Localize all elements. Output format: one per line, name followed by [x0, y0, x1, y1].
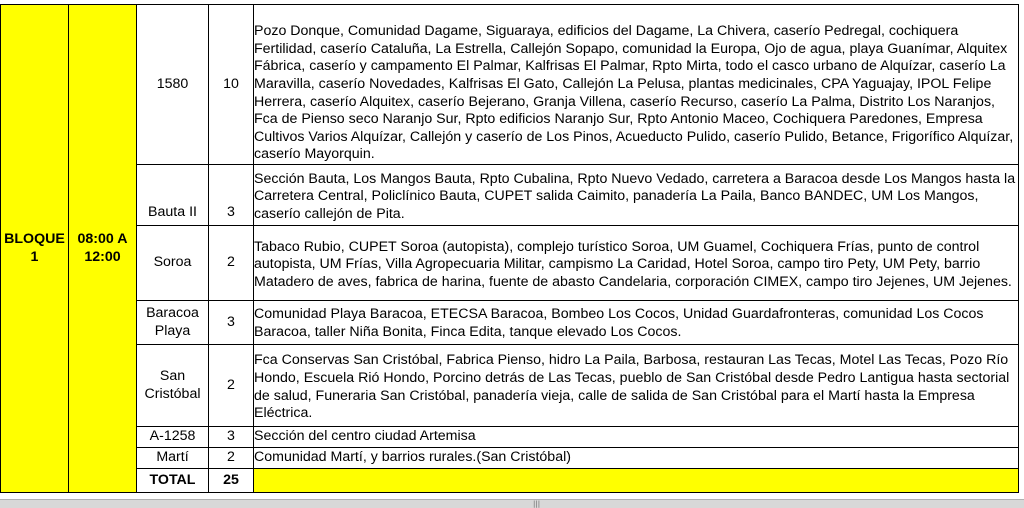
table-row	[1, 226, 1019, 301]
table-row	[1, 448, 1019, 469]
table-row	[1, 345, 1019, 427]
circuit-name: San Cristóbal	[137, 345, 209, 427]
circuit-areas: Tabaco Rubio, CUPET Soroa (autopista), complejo turístico Soroa, UM Guamel, Cochiquera Frías, punto de control autopista, UM Frías, Villa Agropecuaria Militar, campismo La Caridad, Hotel Soroa, campo tiro Pety, UM Pety, barrio Matadero de aves, fabrica de harina, fuente de abasto Candelaria, corporación CIMEX, campo tiro Jejenes, UM Jejenes.	[254, 226, 1019, 301]
circuit-name: Baracoa Playa	[137, 301, 209, 345]
total-fill	[254, 469, 1019, 493]
total-label: TOTAL	[137, 469, 209, 493]
circuit-areas: Comunidad Playa Baracoa, ETECSA Baracoa, Bombeo Los Cocos, Unidad Guardafronteras, comunidad Los Cocos Baracoa, taller Niña Bonita, Finca Edita, tanque elevado Los Cocos.	[254, 301, 1019, 345]
circuit-name: A-1258	[137, 427, 209, 448]
circuit-name: Bauta II	[137, 165, 209, 226]
circuit-name: 1580	[137, 5, 209, 165]
block-hours: 08:00 A 12:00	[69, 5, 137, 493]
circuit-areas: Fca Conservas San Cristóbal, Fabrica Pienso, hidro La Paila, Barbosa, restauran Las Tecas, Motel Las Tecas, Pozo Río Hondo, Escuela Rió Hondo, Porcino detrás de Las Tecas, pueblo de San Cristóbal desde Pedro Lantigua hasta sectorial de salud, Funeraria San Cristóbal, panadería vieja, calle de salida de San Cristóbal para el Martí hasta la Empresa Eléctrica.	[254, 345, 1019, 427]
circuit-count: 3	[209, 165, 254, 226]
table-row	[1, 165, 1019, 226]
circuit-count: 10	[209, 5, 254, 165]
table-row	[1, 301, 1019, 345]
circuit-count: 2	[209, 345, 254, 427]
table-row	[1, 5, 1019, 165]
circuit-count: 2	[209, 448, 254, 469]
circuit-name: Soroa	[137, 226, 209, 301]
circuit-areas: Pozo Donque, Comunidad Dagame, Siguaraya, edificios del Dagame, La Chivera, caserío Pedregal, cochiquera Fertilidad, caserío Cataluña, La Estrella, Callejón Sopapo, comunidad la Europa, Ojo de agua, playa Guanímar, Alquitex Fábrica, caserío y campamento El Palmar, Kalfrisas El Palmar, Rpto Mirta, todo el casco urbano de Alquízar, caserío La Maravilla, caserío Novedades, Kalfrisas El Gato, Callejón La Pelusa, plantas medicinales, CPA Yaguajay, IPOL Felipe Herrera, caserío Alquitex, caserío Bejerano, Granja Villena, caserío Recurso, caserío La Palma, Distrito Los Naranjos, Fca de Pienso seco Naranjo Sur, Rpto edificios Naranjo Sur, Rpto Antonio Maceo, Cochiquera Paredones, Empresa Cultivos Varios Alquízar, Callejón y caserío de Los Pinos, Acueducto Pulido, caserío Pulido, Betance, Frigorífico Alquízar, caserío Mayorquin.	[254, 5, 1019, 165]
circuit-count: 2	[209, 226, 254, 301]
circuit-areas: Sección Bauta, Los Mangos Bauta, Rpto Cubalina, Rpto Nuevo Vedado, carretera a Baracoa desde Los Mangos hasta la Carretera Central, Policlínico Bauta, CUPET salida Caimito, panadería La Paila, Banco BANDEC, UM Los Mangos, caserío callejón de Pita.	[254, 165, 1019, 226]
table-row	[1, 427, 1019, 448]
circuit-count: 3	[209, 427, 254, 448]
total-row	[1, 469, 1019, 493]
scroll-grip-icon[interactable]: |||	[533, 500, 541, 508]
block-label: BLOQUE 1	[1, 5, 69, 493]
circuit-name: Martí	[137, 448, 209, 469]
circuit-areas: Comunidad Martí, y barrios rurales.(San Cristóbal)	[254, 448, 1019, 469]
circuit-areas: Sección del centro ciudad Artemisa	[254, 427, 1019, 448]
total-value: 25	[209, 469, 254, 493]
schedule-table	[0, 4, 1019, 493]
circuit-count: 3	[209, 301, 254, 345]
